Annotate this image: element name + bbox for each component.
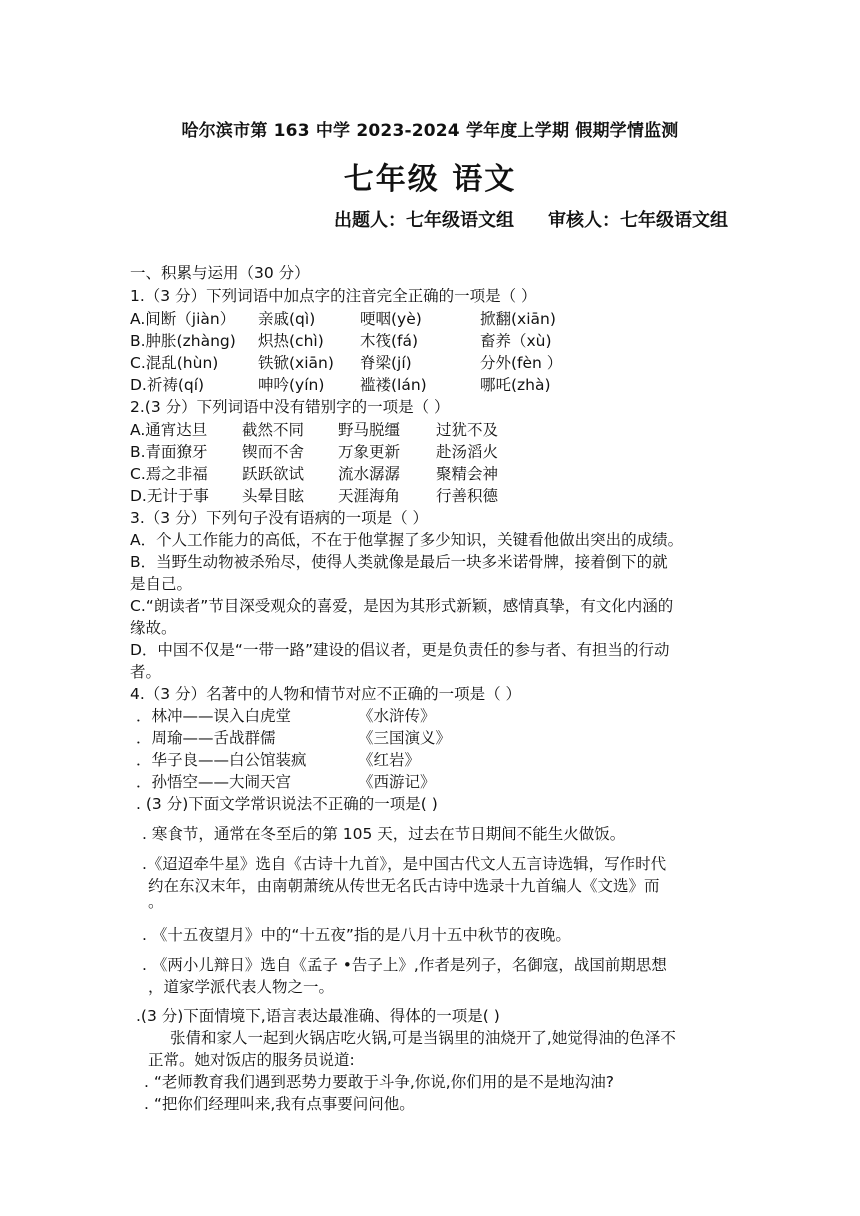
q2-d-1: D.无计于事 [130, 487, 209, 505]
q1-c-2: 铁锨(xiān) [258, 354, 334, 372]
q2-stem: 2.(3 分）下列词语中没有错别字的一项是（ ） [130, 398, 450, 416]
q1-b-1: B.肿胀(zhàng) [130, 332, 236, 350]
q6-line: 正常。她对饭店的服务员说道: [148, 1051, 355, 1069]
q3-line: A．个人工作能力的高低，不在于他掌握了多少知识，关键看他做出突出的成绩。 [130, 531, 684, 549]
q4-b-book: 《三国演义》 [358, 729, 452, 747]
q1-b-2: 炽热(chì) [258, 332, 324, 350]
q4-a-book: 《水浒传》 [358, 707, 436, 725]
q3-line: 是自己。 [130, 575, 193, 593]
q4-a-item: ．林冲——误入白虎堂 [136, 707, 292, 725]
q3-line: B．当野生动物被杀殆尽，使得人类就像是最后一块多米诺骨牌，接着倒下的就 [130, 553, 668, 571]
q2-c-3: 流水潺潺 [338, 465, 401, 483]
q5-line: . 《两小儿辩日》选自《孟子 •告子上》,作者是列子，名御寇，战国前期思想 [142, 956, 667, 974]
q6-option-b: . “把你们经理叫来,我有点事要问问他。 [144, 1095, 415, 1113]
q2-b-1: B.青面獠牙 [130, 443, 208, 461]
q5-stem: . (3 分)下面文学常识说法不正确的一项是( ) [136, 795, 438, 813]
q6-stem: .(3 分)下面情境下,语言表达最准确、得体的一项是( ) [136, 1007, 500, 1025]
q2-a-4: 过犹不及 [436, 421, 499, 439]
q2-a-1: A.通宵达旦 [130, 421, 208, 439]
q2-b-2: 锲而不舍 [242, 443, 305, 461]
q1-d-1: D.祈祷(qí) [130, 376, 205, 394]
q1-b-3: 木筏(fá) [360, 332, 419, 350]
q1-stem: 1.（3 分）下列词语中加点字的注音完全正确的一项是（ ） [130, 287, 537, 305]
q5-line: 约在东汉末年，由南朝萧统从传世无名氏古诗中选录十九首编人《文选》而 [148, 877, 660, 895]
q4-c-book: 《红岩》 [358, 751, 421, 769]
q3-line: C.“朗读者”节目深受观众的喜爱，是因为其形式新颖，感情真挚，有文化内涵的 [130, 597, 674, 615]
q3-line: 者。 [130, 663, 162, 681]
q1-b-4: 畜养（xù) [480, 332, 552, 350]
q2-b-3: 万象更新 [338, 443, 401, 461]
author-label: 出题人：七年级语文组 [334, 210, 514, 231]
q1-d-3: 褴褛(lán) [360, 376, 427, 394]
q4-d-book: 《西游记》 [358, 773, 436, 791]
q1-c-4: 分外(fèn ） [480, 354, 563, 372]
q4-stem: 4.（3 分）名著中的人物和情节对应不正确的一项是（ ） [130, 685, 522, 703]
q3-stem: 3.（3 分）下列句子没有语病的一项是（ ） [130, 509, 429, 527]
q2-b-4: 赴汤滔火 [436, 443, 499, 461]
q4-c-item: ．华子良——白公馆装疯 [136, 751, 307, 769]
q4-b-item: ．周瑜——舌战群儒 [136, 729, 276, 747]
q2-c-2: 跃跃欲试 [242, 465, 305, 483]
q1-c-3: 脊梁(jí) [360, 354, 412, 372]
q1-d-2: 呻吟(yín) [258, 376, 325, 394]
q5-line: . 《十五夜望月》中的“十五夜”指的是八月十五中秋节的夜晚。 [142, 926, 571, 944]
q6-option-a: . “老师教育我们遇到恶势力要敢于斗争,你说,你们用的是不是地沟油? [144, 1073, 614, 1091]
q2-d-3: 天涯海角 [338, 487, 401, 505]
reviewer-label: 审核人：七年级语文组 [548, 210, 728, 231]
q2-c-4: 聚精会神 [436, 465, 499, 483]
q1-a-2: 亲戚(qì) [258, 310, 316, 328]
q3-line: 缘故。 [130, 619, 177, 637]
q5-line: . 寒食节，通常在冬至后的第 105 天，过去在节日期间不能生火做饭。 [142, 825, 626, 843]
q1-a-3: 哽咽(yè) [360, 310, 422, 328]
exam-title: 七年级 语文 [343, 162, 517, 197]
q1-a-1: A.间断（jiàn） [130, 310, 236, 328]
q1-a-4: 掀翻(xiān) [480, 310, 556, 328]
q4-d-item: ．孙悟空——大闹天宫 [136, 773, 292, 791]
q3-line: D．中国不仅是“一带一路”建设的倡议者，更是负责任的参与者、有担当的行动 [130, 641, 670, 659]
q2-a-2: 截然不同 [242, 421, 305, 439]
q2-d-4: 行善积德 [436, 487, 499, 505]
q2-c-1: C.焉之非福 [130, 465, 208, 483]
q1-d-4: 哪吒(zhà) [480, 376, 551, 394]
exam-school-line: 哈尔滨市第 163 中学 2023-2024 学年度上学期 假期学情监测 [181, 121, 679, 141]
q1-c-1: C.混乱(hùn) [130, 354, 219, 372]
q6-line: 张倩和家人一起到火锅店吃火锅,可是当锅里的油烧开了,她觉得油的色泽不 [170, 1029, 676, 1047]
q5-line: 。 [148, 893, 164, 911]
q5-line: ，道家学派代表人物之一。 [148, 978, 335, 996]
section-heading: 一、积累与运用（30 分） [130, 264, 310, 282]
q2-a-3: 野马脱缰 [338, 421, 401, 439]
exam-credits [334, 206, 728, 232]
q5-line: .《迢迢牵牛星》选自《古诗十九首》，是中国古代文人五言诗选辑，写作时代 [142, 855, 667, 873]
q2-d-2: 头晕目眩 [242, 487, 305, 505]
